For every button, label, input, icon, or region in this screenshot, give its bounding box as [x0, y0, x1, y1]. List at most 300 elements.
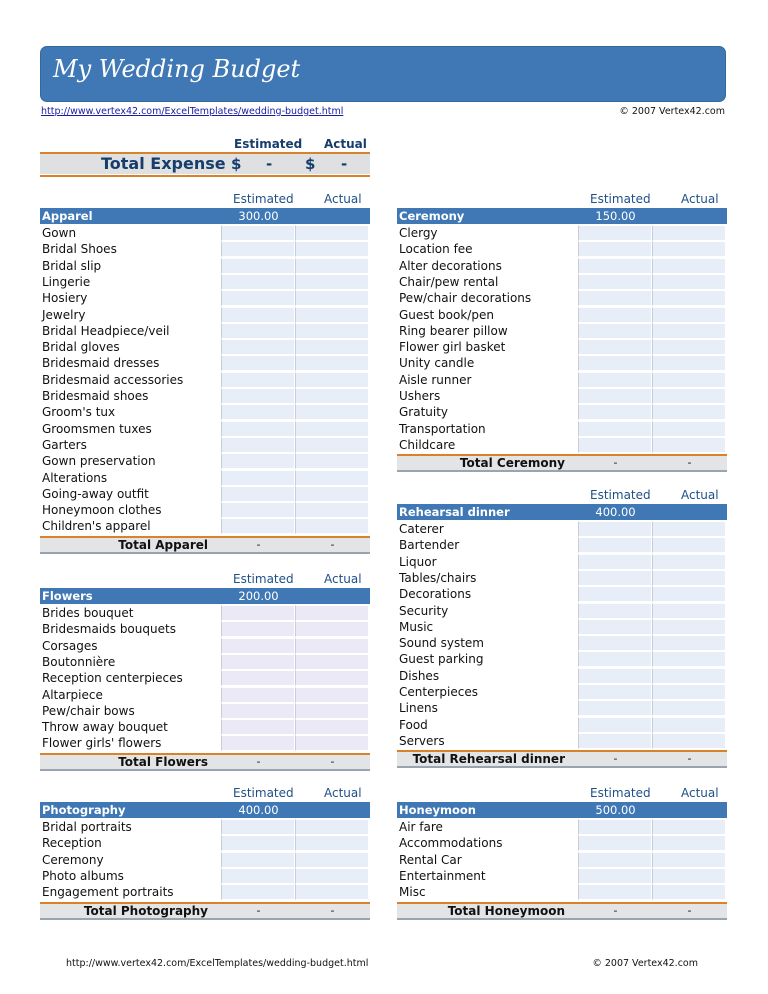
estimated-cell-honeymoon-clothes[interactable] [221, 502, 295, 518]
line-item-row [40, 388, 370, 404]
section-estimated-budget[interactable]: 150.00 [595, 209, 636, 223]
rehearsal-dinner-section [397, 488, 727, 767]
actual-cell-pew-chair-decorations[interactable] [652, 290, 726, 306]
estimated-cell-altarpiece[interactable] [221, 687, 295, 703]
section-total-actual: - [687, 456, 692, 470]
actual-cell-unity-candle[interactable] [652, 355, 726, 371]
actual-cell-bridal-slip[interactable] [295, 258, 369, 274]
line-item-label: Engagement portraits [42, 885, 174, 900]
line-item-label: Childcare [399, 437, 456, 452]
estimated-cell-guest-book-pen[interactable] [578, 307, 652, 323]
actual-cell-tables-chairs[interactable] [652, 570, 726, 586]
estimated-cell-children-s-apparel[interactable] [221, 518, 295, 534]
line-item-label: Guest parking [399, 652, 484, 667]
actual-cell-childcare[interactable] [652, 437, 726, 453]
actual-cell-photo-albums[interactable] [295, 868, 369, 884]
estimated-cell-bridal-headpiece-veil[interactable] [221, 323, 295, 339]
estimated-cell-garters[interactable] [221, 437, 295, 453]
line-item-row [397, 372, 727, 388]
section-estimated-budget[interactable]: 200.00 [238, 589, 279, 603]
line-item-label: Ring bearer pillow [399, 323, 508, 338]
estimated-cell-bridesmaid-dresses[interactable] [221, 355, 295, 371]
actual-cell-location-fee[interactable] [652, 241, 726, 257]
estimated-cell-boutonni-re[interactable] [221, 654, 295, 670]
section-header [40, 588, 370, 604]
actual-cell-decorations[interactable] [652, 586, 726, 602]
section-estimated-budget[interactable]: 500.00 [595, 803, 636, 817]
line-item-row [40, 241, 370, 257]
footer-copyright: © 2007 Vertex42.com [592, 958, 698, 969]
line-item-row [397, 700, 727, 716]
actual-cell-liquor[interactable] [652, 554, 726, 570]
total-expense-underline [40, 175, 370, 177]
line-item-row [397, 274, 727, 290]
line-item-label: Jewelry [42, 307, 86, 322]
line-item-row [40, 355, 370, 371]
estimated-cell-corsages[interactable] [221, 638, 295, 654]
line-item-label: Aisle runner [399, 372, 472, 387]
line-item-row [397, 651, 727, 667]
actual-cell-gown-preservation[interactable] [295, 453, 369, 469]
line-item-label: Children's apparel [42, 519, 151, 534]
line-item-row [397, 684, 727, 700]
actual-cell-bridesmaid-accessories[interactable] [295, 372, 369, 388]
estimated-cell-clergy[interactable] [578, 225, 652, 241]
estimated-cell-alterations[interactable] [221, 470, 295, 486]
line-item-label: Pew/chair bows [42, 703, 135, 718]
estimated-column-label: Estimated [590, 786, 651, 800]
actual-cell-servers[interactable] [652, 733, 726, 749]
line-item-label: Bridal slip [42, 258, 102, 273]
estimated-cell-bartender[interactable] [578, 537, 652, 553]
line-item-label: Bartender [399, 538, 460, 553]
estimated-cell-music[interactable] [578, 619, 652, 635]
actual-cell-air-fare[interactable] [652, 819, 726, 835]
line-item-label: Altarpiece [42, 687, 103, 702]
line-item-row [397, 339, 727, 355]
actual-cell-honeymoon-clothes[interactable] [295, 502, 369, 518]
line-item-label: Flower girls' flowers [42, 736, 162, 751]
section-total-underline [397, 766, 727, 768]
actual-cell-caterer[interactable] [652, 521, 726, 537]
actual-cell-guest-parking[interactable] [652, 651, 726, 667]
line-item-row [40, 323, 370, 339]
actual-cell-flower-girl-basket[interactable] [652, 339, 726, 355]
line-item-row [397, 421, 727, 437]
line-item-label: Ushers [399, 389, 441, 403]
summary-estimated-header: Estimated [234, 137, 303, 151]
line-item-label: Transportation [399, 421, 486, 436]
estimated-cell-entertainment[interactable] [578, 868, 652, 884]
section-total-label: Total Honeymoon [447, 903, 565, 918]
estimated-cell-going-away-outfit[interactable] [221, 486, 295, 502]
estimated-cell-groom-s-tux[interactable] [221, 404, 295, 420]
line-item-label: Alterations [42, 470, 108, 485]
estimated-cell-ring-bearer-pillow[interactable] [578, 323, 652, 339]
flowers-section [40, 572, 370, 769]
section-estimated-budget[interactable]: 300.00 [238, 209, 279, 223]
line-item-label: Location fee [399, 242, 473, 257]
line-item-label: Entertainment [399, 868, 486, 883]
line-item-row [397, 717, 727, 733]
actual-cell-ceremony[interactable] [295, 852, 369, 868]
estimated-cell-dishes[interactable] [578, 668, 652, 684]
section-header [40, 802, 370, 818]
line-item-row [40, 470, 370, 486]
actual-cell-throw-away-bouquet[interactable] [295, 719, 369, 735]
line-item-label: Photo albums [42, 868, 124, 883]
line-item-row [40, 274, 370, 290]
estimated-cell-tables-chairs[interactable] [578, 570, 652, 586]
section-name: Ceremony [399, 209, 465, 223]
estimated-cell-accommodations[interactable] [578, 835, 652, 851]
actual-cell-flower-girls-flowers[interactable] [295, 735, 369, 751]
estimated-cell-flower-girls-flowers[interactable] [221, 735, 295, 751]
section-estimated-budget[interactable]: 400.00 [595, 505, 636, 519]
section-total-underline [40, 769, 370, 771]
copyright-text: © 2007 Vertex42.com [619, 106, 725, 117]
line-item-label: Throw away bouquet [42, 720, 168, 735]
estimated-cell-unity-candle[interactable] [578, 355, 652, 371]
actual-cell-transportation[interactable] [652, 421, 726, 437]
actual-cell-bridesmaids-bouquets[interactable] [295, 621, 369, 637]
actual-currency: $ [305, 155, 316, 173]
actual-column-label: Actual [324, 572, 362, 586]
line-item-label: Unity candle [399, 356, 475, 371]
line-item-label: Reception centerpieces [42, 671, 183, 686]
line-item-row [40, 819, 370, 835]
page-title: My Wedding Budget [53, 55, 301, 83]
estimated-cell-sound-system[interactable] [578, 635, 652, 651]
line-item-row [40, 518, 370, 534]
actual-cell-bartender[interactable] [652, 537, 726, 553]
line-item-label: Bridesmaid accessories [42, 372, 184, 387]
actual-cell-alter-decorations[interactable] [652, 258, 726, 274]
section-total-estimated: - [613, 456, 618, 470]
actual-cell-garters[interactable] [295, 437, 369, 453]
line-item-row [397, 586, 727, 602]
actual-cell-reception[interactable] [295, 835, 369, 851]
estimated-cell-groomsmen-tuxes[interactable] [221, 421, 295, 437]
estimated-cell-hosiery[interactable] [221, 290, 295, 306]
actual-cell-pew-chair-bows[interactable] [295, 703, 369, 719]
line-item-label: Brides bouquet [42, 606, 134, 620]
line-item-label: Pew/chair decorations [399, 291, 532, 306]
estimated-cell-location-fee[interactable] [578, 241, 652, 257]
estimated-cell-flower-girl-basket[interactable] [578, 339, 652, 355]
estimated-cell-gown-preservation[interactable] [221, 453, 295, 469]
section-total-row [397, 750, 727, 766]
estimated-cell-servers[interactable] [578, 733, 652, 749]
section-total-label: Total Flowers [118, 754, 208, 769]
estimated-cell-guest-parking[interactable] [578, 651, 652, 667]
estimated-cell-photo-albums[interactable] [221, 868, 295, 884]
actual-cell-misc[interactable] [652, 884, 726, 900]
actual-cell-groom-s-tux[interactable] [295, 404, 369, 420]
actual-cell-aisle-runner[interactable] [652, 372, 726, 388]
actual-column-label: Actual [681, 192, 719, 206]
line-item-label: Groom's tux [42, 405, 116, 420]
estimated-cell-bridal-shoes[interactable] [221, 241, 295, 257]
actual-cell-alterations[interactable] [295, 470, 369, 486]
actual-cell-jewelry[interactable] [295, 307, 369, 323]
actual-total-value: - [341, 155, 348, 173]
line-item-label: Linens [399, 701, 438, 716]
actual-cell-reception-centerpieces[interactable] [295, 670, 369, 686]
estimated-cell-bridesmaid-accessories[interactable] [221, 372, 295, 388]
actual-cell-chair-pew-rental[interactable] [652, 274, 726, 290]
line-item-label: Bridesmaid shoes [42, 389, 149, 403]
estimated-cell-gown[interactable] [221, 225, 295, 241]
section-total-row [397, 454, 727, 470]
estimated-currency: $ [231, 155, 242, 173]
line-item-label: Reception [42, 836, 102, 851]
line-item-row [40, 670, 370, 686]
line-item-row [397, 521, 727, 537]
actual-cell-centerpieces[interactable] [652, 684, 726, 700]
estimated-total-value: - [266, 155, 273, 173]
line-item-row [40, 290, 370, 306]
line-item-label: Hosiery [42, 291, 88, 306]
section-total-estimated: - [256, 903, 261, 917]
line-item-row [40, 852, 370, 868]
line-item-row [40, 687, 370, 703]
estimated-cell-lingerie[interactable] [221, 274, 295, 290]
line-item-label: Corsages [42, 638, 98, 653]
section-total-label: Total Photography [83, 903, 208, 918]
line-item-row [40, 404, 370, 420]
section-total-label: Total Rehearsal dinner [412, 752, 565, 767]
line-item-label: Caterer [399, 522, 444, 536]
actual-cell-gratuity[interactable] [652, 404, 726, 420]
actual-cell-rental-car[interactable] [652, 852, 726, 868]
estimated-column-label: Estimated [590, 192, 651, 206]
line-item-label: Bridal gloves [42, 340, 120, 355]
estimated-column-label: Estimated [233, 572, 294, 586]
estimated-cell-jewelry[interactable] [221, 307, 295, 323]
actual-cell-linens[interactable] [652, 700, 726, 716]
actual-column-label: Actual [324, 786, 362, 800]
actual-cell-bridal-shoes[interactable] [295, 241, 369, 257]
section-total-underline [40, 918, 370, 920]
estimated-cell-bridal-portraits[interactable] [221, 819, 295, 835]
estimated-cell-ceremony[interactable] [221, 852, 295, 868]
line-item-row [40, 605, 370, 621]
actual-cell-brides-bouquet[interactable] [295, 605, 369, 621]
estimated-cell-decorations[interactable] [578, 586, 652, 602]
actual-cell-bridesmaid-shoes[interactable] [295, 388, 369, 404]
line-item-label: Rental Car [399, 852, 462, 867]
line-item-row [397, 619, 727, 635]
line-item-label: Bridesmaid dresses [42, 356, 160, 371]
section-total-estimated: - [613, 903, 618, 917]
estimated-cell-caterer[interactable] [578, 521, 652, 537]
actual-cell-engagement-portraits[interactable] [295, 884, 369, 900]
actual-cell-bridesmaid-dresses[interactable] [295, 355, 369, 371]
actual-cell-bridal-gloves[interactable] [295, 339, 369, 355]
line-item-label: Bridal Shoes [42, 242, 117, 257]
line-item-row [40, 453, 370, 469]
line-item-label: Misc [399, 885, 426, 900]
ceremony-section [397, 192, 727, 471]
estimated-column-label: Estimated [233, 786, 294, 800]
line-item-row [397, 852, 727, 868]
estimated-cell-food[interactable] [578, 717, 652, 733]
estimated-cell-bridal-gloves[interactable] [221, 339, 295, 355]
line-item-row [397, 388, 727, 404]
section-header [40, 208, 370, 224]
line-item-label: Groomsmen tuxes [42, 421, 152, 436]
actual-cell-altarpiece[interactable] [295, 687, 369, 703]
estimated-cell-rental-car[interactable] [578, 852, 652, 868]
actual-cell-dishes[interactable] [652, 668, 726, 684]
line-item-label: Bridesmaids bouquets [42, 622, 176, 637]
actual-cell-groomsmen-tuxes[interactable] [295, 421, 369, 437]
actual-cell-sound-system[interactable] [652, 635, 726, 651]
estimated-cell-bridal-slip[interactable] [221, 258, 295, 274]
line-item-row [397, 668, 727, 684]
line-item-row [397, 868, 727, 884]
section-total-actual: - [330, 754, 335, 768]
line-item-row [40, 719, 370, 735]
estimated-cell-pew-chair-decorations[interactable] [578, 290, 652, 306]
estimated-cell-gratuity[interactable] [578, 404, 652, 420]
section-total-actual: - [330, 537, 335, 551]
actual-column-label: Actual [681, 488, 719, 502]
section-total-underline [40, 552, 370, 554]
actual-cell-music[interactable] [652, 619, 726, 635]
line-item-label: Flower girl basket [399, 340, 506, 355]
actual-column-label: Actual [681, 786, 719, 800]
section-total-row [40, 902, 370, 918]
estimated-cell-bridesmaid-shoes[interactable] [221, 388, 295, 404]
estimated-cell-engagement-portraits[interactable] [221, 884, 295, 900]
line-item-label: Liquor [399, 554, 437, 569]
actual-cell-bridal-portraits[interactable] [295, 819, 369, 835]
estimated-cell-chair-pew-rental[interactable] [578, 274, 652, 290]
actual-cell-clergy[interactable] [652, 225, 726, 241]
line-item-row [40, 437, 370, 453]
section-total-row [40, 753, 370, 769]
section-name: Honeymoon [399, 803, 476, 817]
actual-cell-accommodations[interactable] [652, 835, 726, 851]
line-item-label: Security [399, 603, 449, 618]
section-total-estimated: - [613, 752, 618, 766]
line-item-row [40, 486, 370, 502]
line-item-row [40, 258, 370, 274]
line-item-label: Sound system [399, 636, 484, 651]
line-item-label: Garters [42, 437, 87, 452]
actual-cell-guest-book-pen[interactable] [652, 307, 726, 323]
section-estimated-budget[interactable]: 400.00 [238, 803, 279, 817]
actual-cell-corsages[interactable] [295, 638, 369, 654]
honeymoon-section [397, 786, 727, 918]
actual-cell-hosiery[interactable] [295, 290, 369, 306]
line-item-label: Decorations [399, 587, 472, 602]
actual-cell-ushers[interactable] [652, 388, 726, 404]
line-item-row [40, 502, 370, 518]
line-item-row [40, 621, 370, 637]
actual-column-label: Actual [324, 192, 362, 206]
line-item-label: Dishes [399, 668, 440, 683]
estimated-cell-aisle-runner[interactable] [578, 372, 652, 388]
section-total-row [40, 536, 370, 552]
actual-cell-bridal-headpiece-veil[interactable] [295, 323, 369, 339]
line-item-label: Boutonnière [42, 654, 116, 669]
line-item-label: Alter decorations [399, 258, 502, 273]
actual-cell-boutonni-re[interactable] [295, 654, 369, 670]
section-total-underline [397, 918, 727, 920]
estimated-cell-brides-bouquet[interactable] [221, 605, 295, 621]
section-total-estimated: - [256, 754, 261, 768]
line-item-row [397, 554, 727, 570]
actual-cell-lingerie[interactable] [295, 274, 369, 290]
line-item-label: Chair/pew rental [399, 274, 499, 289]
actual-cell-ring-bearer-pillow[interactable] [652, 323, 726, 339]
line-item-label: Music [399, 619, 434, 634]
estimated-column-label: Estimated [590, 488, 651, 502]
line-item-label: Tables/chairs [399, 570, 477, 585]
estimated-cell-throw-away-bouquet[interactable] [221, 719, 295, 735]
actual-cell-entertainment[interactable] [652, 868, 726, 884]
actual-cell-security[interactable] [652, 603, 726, 619]
estimated-cell-childcare[interactable] [578, 437, 652, 453]
line-item-row [397, 635, 727, 651]
section-name: Apparel [42, 209, 93, 223]
template-link[interactable]: http://www.vertex42.com/ExcelTemplates/wedding-budget.html [41, 106, 344, 117]
title-banner [40, 46, 726, 102]
line-item-label: Servers [399, 733, 445, 748]
section-total-actual: - [330, 903, 335, 917]
line-item-row [40, 703, 370, 719]
line-item-label: Food [399, 717, 428, 732]
line-item-row [40, 835, 370, 851]
section-total-actual: - [687, 752, 692, 766]
estimated-cell-liquor[interactable] [578, 554, 652, 570]
line-item-row [397, 819, 727, 835]
line-item-row [397, 355, 727, 371]
estimated-cell-misc[interactable] [578, 884, 652, 900]
estimated-cell-air-fare[interactable] [578, 819, 652, 835]
estimated-cell-ushers[interactable] [578, 388, 652, 404]
section-total-label: Total Ceremony [459, 456, 565, 471]
estimated-cell-bridesmaids-bouquets[interactable] [221, 621, 295, 637]
line-item-label: Accommodations [399, 836, 503, 851]
actual-cell-gown[interactable] [295, 225, 369, 241]
footer-url: http://www.vertex42.com/ExcelTemplates/wedding-budget.html [66, 958, 369, 969]
section-total-estimated: - [256, 537, 261, 551]
estimated-cell-alter-decorations[interactable] [578, 258, 652, 274]
actual-cell-food[interactable] [652, 717, 726, 733]
estimated-cell-linens[interactable] [578, 700, 652, 716]
estimated-cell-reception[interactable] [221, 835, 295, 851]
line-item-row [397, 835, 727, 851]
line-item-label: Bridal portraits [42, 820, 132, 834]
line-item-row [40, 372, 370, 388]
section-header [397, 504, 727, 520]
estimated-cell-pew-chair-bows[interactable] [221, 703, 295, 719]
estimated-cell-security[interactable] [578, 603, 652, 619]
estimated-cell-centerpieces[interactable] [578, 684, 652, 700]
actual-cell-children-s-apparel[interactable] [295, 518, 369, 534]
estimated-cell-transportation[interactable] [578, 421, 652, 437]
line-item-label: Guest book/pen [399, 307, 494, 322]
section-header [397, 802, 727, 818]
estimated-cell-reception-centerpieces[interactable] [221, 670, 295, 686]
actual-cell-going-away-outfit[interactable] [295, 486, 369, 502]
photography-section [40, 786, 370, 918]
line-item-row [40, 307, 370, 323]
